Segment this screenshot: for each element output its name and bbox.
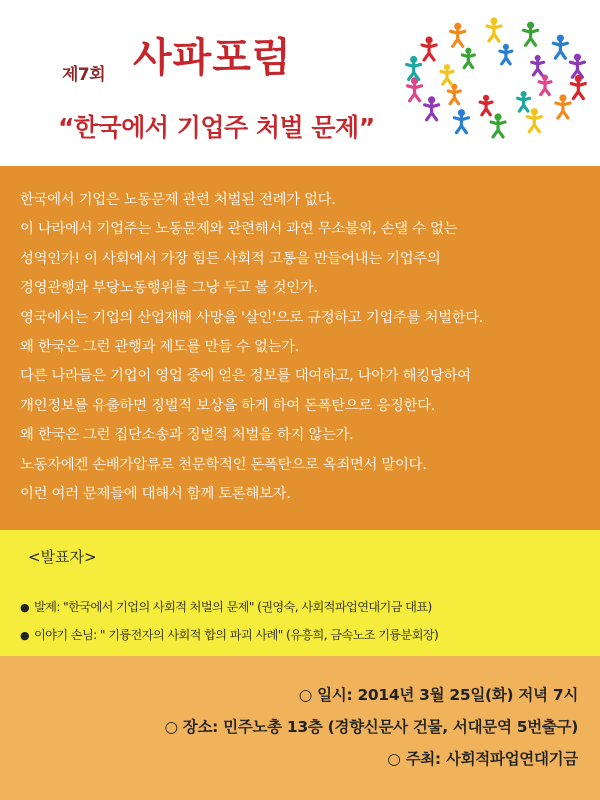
intro-line: 영국에서는 기업의 산업재해 사망을 '살인'으로 규정하고 기업주를 처벌한다. <box>20 309 484 326</box>
stick-figure-icon <box>425 96 439 120</box>
intro-line: 개인정보를 유출하면 징벌적 보상을 하게 하여 돈폭탄으로 응징한다. <box>20 397 436 414</box>
presenter-text: 이야기 손님: " 기륭전자의 사회적 합의 파괴 사례" (유흥희, 금속노조 기륭분회장) <box>34 628 439 642</box>
stick-figure-icon <box>448 84 460 104</box>
intro-line: 한국에서 기업은 노동문제 관련 처벌된 전례가 없다. <box>20 192 336 208</box>
presenter-item <box>20 596 432 618</box>
intro-line: 왜 한국은 그런 관행과 제도를 만들 수 없는가. <box>20 338 300 355</box>
stick-figure-icon <box>570 54 584 78</box>
stick-figure-icon <box>539 74 551 94</box>
intro-paragraph <box>20 186 586 509</box>
intro-section <box>0 166 600 530</box>
stick-figure-icon <box>518 91 530 111</box>
stick-figure-icon <box>487 17 501 41</box>
intro-line: 노동자에겐 손배가압류로 천문학적인 돈폭탄으로 옥죄면서 말이다. <box>20 456 427 473</box>
stick-figure-icon <box>491 113 505 137</box>
intro-line: 경영관행과 부당노동행위를 그냥 두고 볼 것인가. <box>20 280 318 297</box>
bullet-icon: ● <box>20 629 29 642</box>
presenter-item <box>20 624 438 646</box>
stick-figure-icon <box>454 109 468 133</box>
stick-figure-icon <box>524 22 538 46</box>
event-place: ○ 장소: 민주노총 13층 (경향신문사 건물, 서대문역 5번출구) <box>164 718 578 736</box>
presenters-section <box>0 530 600 656</box>
event-host: ○ 주최: 사회적파업연대기금 <box>387 750 578 768</box>
intro-line: 왜 한국은 그런 집단소송과 징벌적 처벌을 하지 않는가. <box>20 427 354 444</box>
stick-figure-icon <box>532 55 544 75</box>
intro-line: 이런 여러 문제들에 대해서 함께 토론해보자. <box>20 485 291 502</box>
intro-line: 이 나라에서 기업주는 노동문제와 관련해서 과연 무소불위, 손댈 수 없는 <box>20 221 458 238</box>
stick-figure-icon <box>407 56 421 80</box>
people-holding-hands-circle-icon <box>398 14 594 142</box>
intro-line: 성역인가! 이 사회에서 가장 힘든 사회적 고통을 만들어내는 기업주의 <box>20 250 441 267</box>
event-date: ○ 일시: 2014년 3월 25일(화) 저녁 7시 <box>298 686 578 704</box>
event-info-section <box>0 656 600 800</box>
forum-title: 사파포럼 <box>133 35 292 81</box>
intro-line: 다른 나라들은 기업이 영업 중에 얻은 정보를 대여하고, 나아가 해킹당하여 <box>20 368 471 385</box>
stick-figure-icon <box>556 94 570 118</box>
presenter-text: 발제: "한국에서 기업의 사회적 처벌의 문제" (권영숙, 사회적파업연대기금 대표) <box>34 600 432 614</box>
poster-header <box>0 0 600 166</box>
stick-figure-icon <box>422 36 436 60</box>
stick-figure-icon <box>451 23 465 47</box>
edition-label: 제7회 <box>62 65 106 85</box>
stick-figure-icon <box>441 64 453 84</box>
stick-figure-icon <box>527 108 541 132</box>
topic-subtitle: “한국에서 기업주 처벌 문제” <box>58 113 375 142</box>
stick-figure-icon <box>500 44 512 64</box>
presenters-heading: <발표자> <box>28 548 97 566</box>
logo-figures <box>407 17 586 137</box>
stick-figure-icon <box>462 48 474 68</box>
stick-figure-icon <box>553 35 567 59</box>
stick-figure-icon <box>480 95 492 115</box>
bullet-icon: ● <box>20 601 29 614</box>
